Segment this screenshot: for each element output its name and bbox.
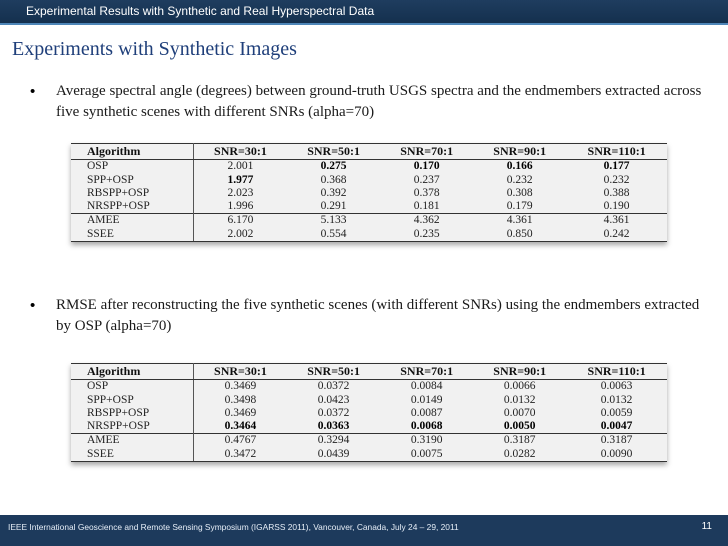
table-cell: 0.0090 [566, 448, 667, 462]
footer-conference: IEEE International Geoscience and Remote Sensing Symposium (IGARSS 2011), Vancouver, Canada, July 24 – 29, 2011 [8, 522, 459, 532]
table-cell: AMEE [71, 214, 193, 228]
table-row [71, 187, 667, 200]
table-cell: 0.3469 [224, 406, 257, 419]
footer-bar [0, 515, 728, 546]
table-cell: OSP [71, 380, 193, 394]
table-cell: 0.3469 [224, 380, 257, 393]
table-cell: 0.0439 [287, 448, 380, 462]
table-cell: 1.977 [227, 173, 254, 186]
table-row [71, 420, 667, 434]
column-header: SNR=90:1 [473, 144, 566, 160]
table-cell: 0.0132 [503, 393, 536, 406]
table-cell: 0.177 [603, 160, 630, 173]
column-header: SNR=70:1 [380, 144, 473, 160]
bullet-marker: • [30, 83, 36, 100]
table-cell: 0.179 [506, 200, 533, 213]
header-title: Experimental Results with Synthetic and Real Hyperspectral Data [26, 4, 375, 18]
table-cell: 0.0282 [473, 448, 566, 462]
table-cell: 0.0372 [317, 380, 350, 393]
table-cell: 0.3187 [473, 434, 566, 448]
table-cell: 0.0047 [600, 420, 633, 433]
spectral-angle-table [71, 143, 667, 242]
table-cell: AMEE [71, 434, 193, 448]
table-cell: 0.0070 [503, 406, 536, 419]
column-header: SNR=110:1 [566, 364, 667, 380]
table-cell: 4.361 [473, 214, 566, 228]
table-cell: 0.392 [320, 186, 347, 199]
table-cell: 0.170 [413, 160, 440, 173]
table-cell: RBSPP+OSP [71, 407, 193, 420]
table-row [71, 228, 667, 242]
table-cell: 0.0066 [503, 380, 536, 393]
table-cell: 0.0050 [503, 420, 536, 433]
table-cell: SPP+OSP [71, 394, 193, 407]
table-cell: 0.237 [413, 173, 440, 186]
slide-title: Experiments with Synthetic Images [12, 38, 297, 60]
column-header: SNR=70:1 [380, 364, 473, 380]
table-cell: 0.275 [320, 160, 347, 173]
header-accent-line [0, 23, 728, 25]
table-cell: 0.0149 [410, 393, 443, 406]
bullet-marker: • [30, 297, 36, 314]
table-header-row [71, 364, 667, 380]
table-row [71, 214, 667, 228]
table-row [71, 448, 667, 462]
table-cell: 0.3187 [566, 434, 667, 448]
table-cell: 0.0063 [600, 380, 633, 393]
table-cell: 0.554 [287, 228, 380, 242]
table-cell: 2.002 [193, 228, 287, 242]
column-header: SNR=30:1 [193, 144, 287, 160]
table-row [71, 394, 667, 407]
page-number: 11 [701, 521, 712, 532]
table-cell: 0.308 [506, 186, 533, 199]
table-cell: 0.0423 [317, 393, 350, 406]
column-header: SNR=50:1 [287, 144, 380, 160]
table-cell: 0.0132 [600, 393, 633, 406]
table-cell: 1.996 [227, 200, 254, 213]
table-cell: 0.0372 [317, 406, 350, 419]
bullet-text-rmse: RMSE after reconstructing the five synthetic scenes (with different SNRs) using the endmembers extracted by OSP (alpha=70) [56, 297, 700, 334]
table-cell: 0.4767 [193, 434, 287, 448]
table-row [71, 174, 667, 187]
column-header: SNR=110:1 [566, 144, 667, 160]
table-header-row [71, 144, 667, 160]
table-cell: 0.0087 [410, 406, 443, 419]
table-cell: 0.0059 [600, 406, 633, 419]
table-cell: 0.3472 [193, 448, 287, 462]
column-header: Algorithm [71, 144, 193, 160]
table-cell: 0.235 [380, 228, 473, 242]
table-row [71, 407, 667, 420]
column-header: Algorithm [71, 364, 193, 380]
rmse-table [71, 363, 667, 462]
table-cell: 4.362 [380, 214, 473, 228]
table-cell: OSP [71, 160, 193, 174]
table-cell: SSEE [71, 448, 193, 462]
table-cell: 0.291 [320, 200, 347, 213]
table-cell: 0.242 [566, 228, 667, 242]
table-cell: 0.850 [473, 228, 566, 242]
table-cell: 0.232 [603, 173, 630, 186]
table-cell: 4.361 [566, 214, 667, 228]
table-cell: 6.170 [193, 214, 287, 228]
table-cell: 0.0075 [380, 448, 473, 462]
table-cell: 0.0363 [317, 420, 350, 433]
table-cell: 0.378 [413, 186, 440, 199]
table-cell: 0.3294 [287, 434, 380, 448]
table-cell: 0.0084 [410, 380, 443, 393]
table-cell: 0.3498 [224, 393, 257, 406]
header-bar [0, 0, 728, 23]
table-cell: 0.3190 [380, 434, 473, 448]
table-row [71, 380, 667, 394]
table-cell: NRSPP+OSP [71, 420, 193, 434]
column-header: SNR=90:1 [473, 364, 566, 380]
column-header: SNR=30:1 [193, 364, 287, 380]
table-cell: 2.023 [227, 186, 254, 199]
table-cell: 0.368 [320, 173, 347, 186]
table-row [71, 200, 667, 214]
table-cell: SPP+OSP [71, 174, 193, 187]
table-cell: 0.232 [506, 173, 533, 186]
table-cell: 0.166 [506, 160, 533, 173]
table-cell: 0.3464 [224, 420, 257, 433]
table-cell: RBSPP+OSP [71, 187, 193, 200]
table-cell: NRSPP+OSP [71, 200, 193, 214]
table-cell: 5.133 [287, 214, 380, 228]
table-cell: 2.001 [227, 160, 254, 173]
table-cell: 0.181 [413, 200, 440, 213]
column-header: SNR=50:1 [287, 364, 380, 380]
table-cell: 0.190 [603, 200, 630, 213]
table-cell: SSEE [71, 228, 193, 242]
bullet-text-spectral-angle: Average spectral angle (degrees) between ground-truth USGS spectra and the endmembers extracted across five synthetic scenes with different SNRs (alpha=70) [56, 83, 702, 120]
table-cell: 0.388 [603, 186, 630, 199]
table-row [71, 160, 667, 174]
table-row [71, 434, 667, 448]
table-cell: 0.0068 [410, 420, 443, 433]
